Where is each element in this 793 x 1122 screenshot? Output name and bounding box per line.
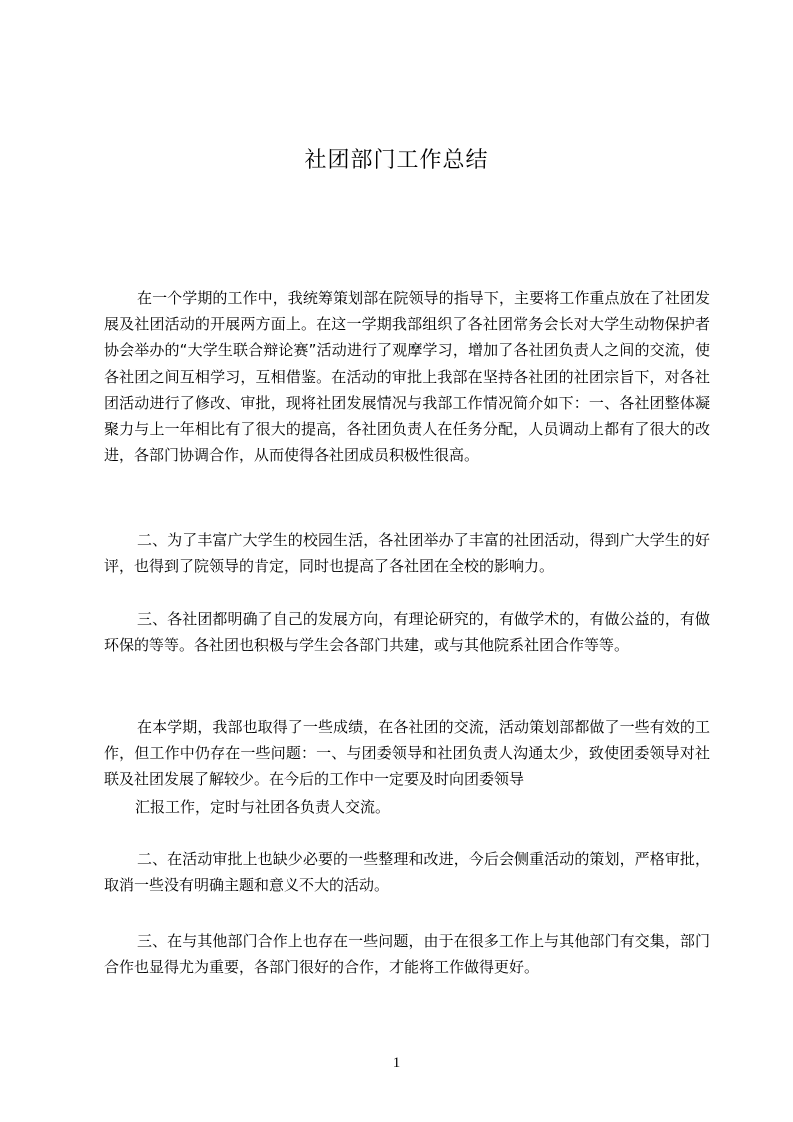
paragraph-approval: 二、在活动审批上也缺少必要的一些整理和改进，今后会侧重活动的策划，严格审批，取消一些没有明确主题和意义不大的活动。 [104,850,710,895]
paragraph-problems: 在本学期，我部也取得了一些成绩，在各社团的交流，活动策划部都做了一些有效的工作，但工作中仍存在一些问题：一、与团委领导和社团负责人沟通太少，致使团委领导对社联及社团发展了解较少。在今后的工作中一定要及时向团委领导 [104,718,710,789]
paragraph-direction: 三、各社团都明确了自己的发展方向，有理论研究的，有做学术的，有做公益的，有做环保的等等。各社团也积极与学生会各部门共建，或与其他院系社团合作等等。 [104,610,710,655]
paragraph-report: 汇报工作，定时与社团各负责人交流。 [135,798,391,816]
document-title: 社团部门工作总结 [304,148,489,173]
paragraph-intro: 在一个学期的工作中，我统筹策划部在院领导的指导下，主要将工作重点放在了社团发展及社团活动的开展两方面上。在这一学期我部组织了各社团常务会长对大学生动物保护者协会举办的“大学生联合辩论赛”活动进行了观摩学习，增加了各社团负责人之间的交流，使各社团之间互相学习，互相借鉴。在活动的审批上我部在坚持各社团的社团宗旨下，对各社团活动进行了修改、审批，现将社团发展情况与我部工作情况简介如下：一、各社团整体凝聚力与上一年相比有了很大的提高，各社团负责人在任务分配，人员调动上都有了很大的改进，各部门协调合作，从而使得各社团成员积极性很高。 [104,289,710,465]
paragraph-activities: 二、为了丰富广大学生的校园生活，各社团举办了丰富的社团活动，得到广大学生的好评，也得到了院领导的肯定，同时也提高了各社团在全校的影响力。 [104,531,710,576]
paragraph-cooperation: 三、在与其他部门合作上也存在一些问题，由于在很多工作上与其他部门有交集，部门合作也显得尤为重要，各部门很好的合作，才能将工作做得更好。 [104,932,710,977]
page-number: 1 [392,1055,401,1071]
